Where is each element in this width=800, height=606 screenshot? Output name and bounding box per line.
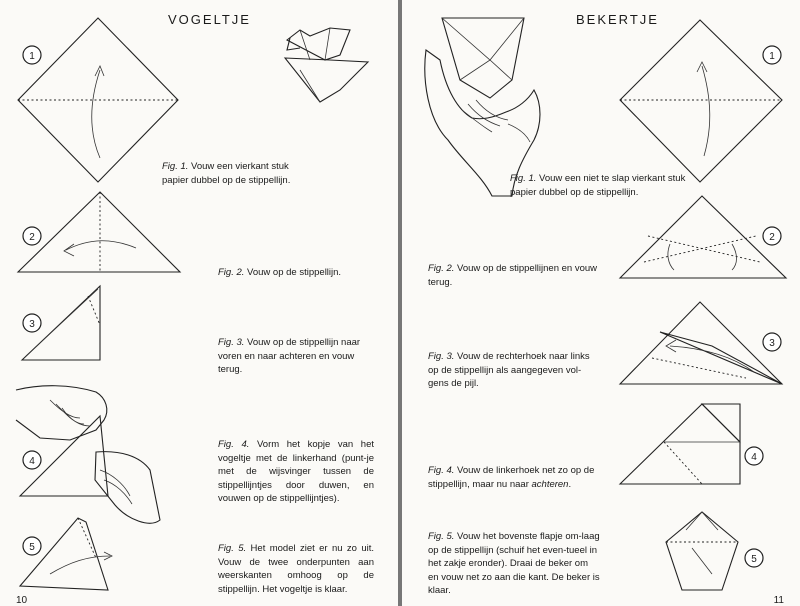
fig4-fold-diagram	[620, 404, 740, 484]
caption-fig-3	[218, 336, 374, 377]
fig5-cup-diagram	[666, 512, 738, 590]
fig-label: Fig. 5.	[218, 543, 247, 554]
caption-fig-1	[162, 160, 312, 187]
step-badge-1	[763, 46, 781, 64]
step-badge-4	[23, 451, 41, 469]
fig-label: Fig. 2.	[428, 263, 455, 274]
caption-fig-2	[428, 262, 598, 289]
page-number-left: 10	[16, 595, 28, 606]
step-badge-4	[745, 447, 763, 465]
hand-holding-cup-illustration	[425, 18, 540, 196]
svg-text:3: 3	[769, 338, 775, 349]
caption-fig-3	[428, 350, 598, 391]
right-diagrams	[402, 0, 800, 606]
svg-text:1: 1	[769, 51, 775, 62]
fig-label: Fig. 5.	[428, 531, 455, 542]
caption-text: Vouw op de stippellijnen en vouw terug.	[428, 263, 598, 288]
fig2-triangle-diagram	[18, 192, 180, 272]
right-page	[402, 0, 800, 606]
caption-fig-1	[510, 172, 686, 199]
caption-text: Vorm het kopje van het vogeltje met de linkerhand (punt-je met de wijsvinger tussen de stippellijntjes door duwen, en vouwen op de stippellijntjes).	[218, 439, 375, 504]
caption-emphasis: achteren	[531, 478, 569, 490]
svg-text:5: 5	[751, 554, 757, 565]
caption-fig-4	[218, 438, 374, 506]
fig1-diamond-diagram	[18, 18, 178, 182]
svg-text:2: 2	[29, 232, 35, 243]
caption-fig-5	[428, 530, 600, 598]
page-title-bekertje: BEKERTJE	[576, 12, 659, 27]
step-badge-2	[763, 227, 781, 245]
bird-sketch-illustration	[285, 28, 368, 102]
caption-fig-4	[428, 464, 600, 491]
fig-label: Fig. 3.	[428, 351, 455, 362]
fig1-diamond-diagram	[620, 20, 782, 182]
svg-text:1: 1	[29, 51, 35, 62]
caption-text: Vouw op de stippellijn.	[247, 267, 342, 278]
step-badge-2	[23, 227, 41, 245]
page-title-vogeltje: VOGELTJE	[168, 12, 251, 27]
caption-text: Vouw een vierkant stuk papier dubbel op de stippellijn.	[162, 161, 291, 186]
caption-text: Vouw de rechterhoek naar links op de stippellijn als aangegeven vol-gens de pijl.	[428, 351, 590, 389]
svg-text:4: 4	[751, 452, 757, 463]
fig-label: Fig. 1.	[510, 173, 537, 184]
caption-text: Vouw een niet te slap vierkant stuk papier dubbel op de stippellijn.	[510, 173, 686, 198]
step-badge-5	[745, 549, 763, 567]
left-page	[0, 0, 398, 606]
fig2-triangle-diagram	[620, 196, 786, 278]
fig-label: Fig. 1.	[162, 161, 189, 172]
caption-fig-5	[218, 542, 374, 596]
fig-label: Fig. 4.	[218, 439, 250, 450]
fig-label: Fig. 3.	[218, 337, 245, 348]
svg-text:3: 3	[29, 319, 35, 330]
svg-text:5: 5	[29, 542, 35, 553]
left-diagrams	[0, 0, 398, 606]
caption-fig-2	[218, 266, 378, 280]
step-badge-1	[23, 46, 41, 64]
step-badge-5	[23, 537, 41, 555]
caption-text: Vouw op de stippellijn naar voren en naar achteren en vouw terug.	[218, 337, 361, 375]
caption-text: Vouw de linkerhoek net zo op de stippellijn, maar nu naar	[428, 465, 595, 490]
svg-text:4: 4	[29, 456, 35, 467]
caption-text-end: .	[568, 478, 572, 490]
step-badge-3	[763, 333, 781, 351]
fig-label: Fig. 4.	[428, 465, 455, 476]
caption-text: Het model ziet er nu zo uit. Vouw de twee onderpunten aan weerskanten omhoog op de stippellijn. Het vogeltje is klaar.	[218, 543, 375, 595]
svg-text:2: 2	[769, 232, 775, 243]
fig3-fold-diagram	[620, 302, 782, 384]
caption-text: Vouw het bovenste flapje om-laag op de stippellijn (schuif het even-tueel in het zakje eronder). Draai de beker om en vouw net zo aan die kant. De beker is klaar.	[428, 531, 600, 596]
fig-label: Fig. 2.	[218, 267, 245, 278]
page-number-right: 11	[773, 595, 784, 606]
step-badge-3	[23, 314, 41, 332]
